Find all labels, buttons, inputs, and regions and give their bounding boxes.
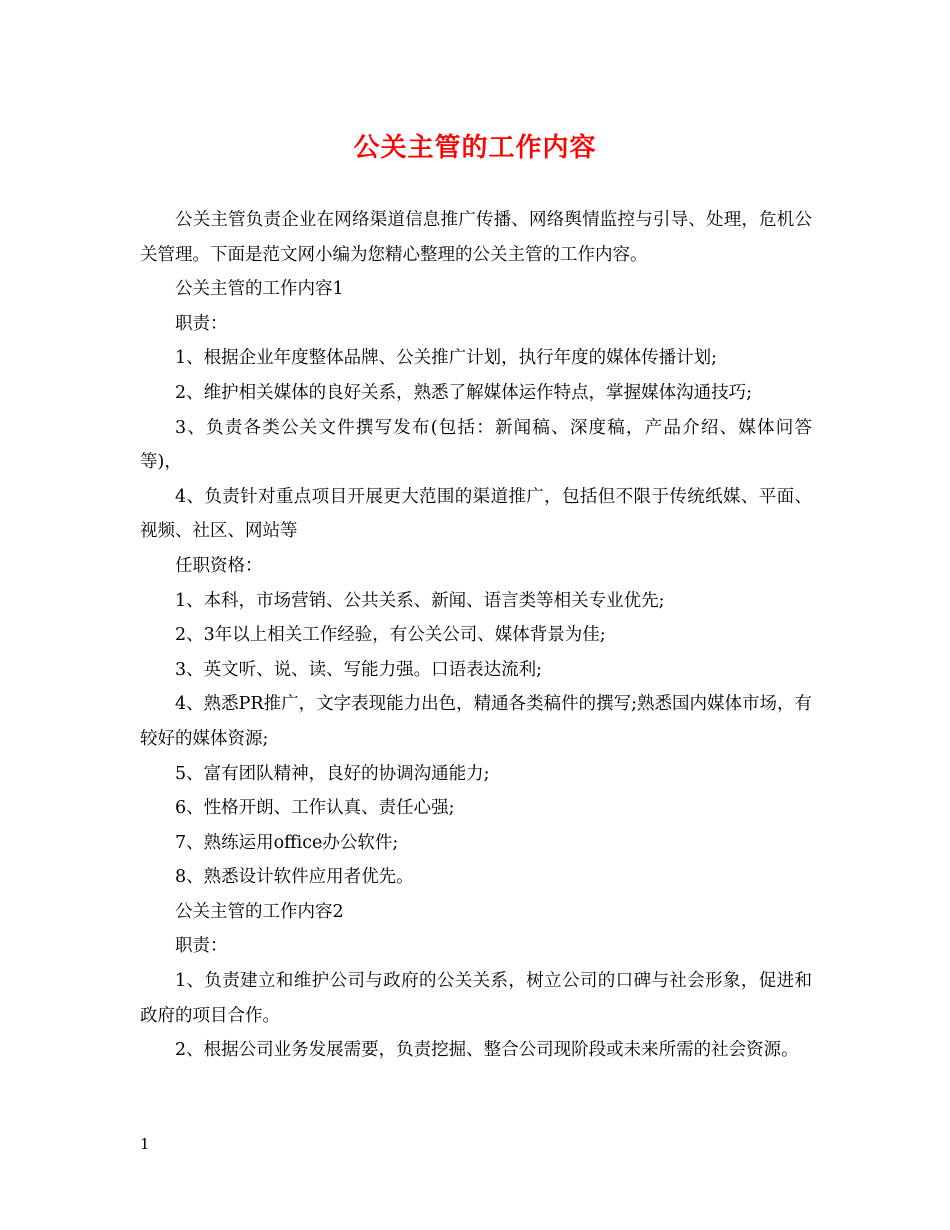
duty-item-1-2: 2、维护相关媒体的良好关系，熟悉了解媒体运作特点，掌握媒体沟通技巧; (175, 382, 753, 403)
duty-item-2-2: 2、根据公司业务发展需要，负责挖掘、整合公司现阶段或未来所需的社会资源。 (175, 1040, 799, 1061)
qualification-item-7: 7、熟练运用office办公软件; (175, 832, 399, 853)
qualification-item-6: 6、性格开朗、工作认真、责任心强; (175, 798, 455, 819)
duties-label-1: 职责： (175, 313, 228, 334)
duty-item-1-4: 4、负责针对重点项目开展更大范围的渠道推广，包括但不限于传统纸媒、平面、视频、社区、网站等 (140, 486, 812, 542)
page-number: 1 (140, 1135, 150, 1153)
duty-item-2-1: 1、负责建立和维护公司与政府的公关关系，树立公司的口碑与社会形象，促进和政府的项目合作。 (140, 971, 812, 1026)
qualification-item-2: 2、3年以上相关工作经验，有公关公司、媒体背景为佳; (175, 625, 606, 646)
qualification-item-8: 8、熟悉设计软件应用者优先。 (175, 867, 414, 888)
duty-item-1-3: 3、负责各类公关文件撰写发布(包括：新闻稿、深度稿，产品介绍、媒体问答等)， (140, 417, 812, 473)
duty-item-1-1: 1、根据企业年度整体品牌、公关推广计划，执行年度的媒体传播计划; (175, 348, 718, 369)
duties-label-2: 职责： (175, 936, 228, 957)
qualification-item-3: 3、英文听、说、读、写能力强。口语表达流利; (175, 659, 543, 680)
section-heading-1: 公关主管的工作内容1 (175, 279, 344, 300)
document-body (140, 203, 812, 1068)
qualification-item-5: 5、富有团队精神，良好的协调沟通能力; (175, 763, 490, 784)
qualification-item-4: 4、熟悉PR推广，文字表现能力出色，精通各类稿件的撰写;熟悉国内媒体市场，有较好的媒体资源; (140, 694, 812, 749)
qualification-item-1: 1、本科，市场营销、公共关系、新闻、语言类等相关专业优先; (175, 590, 665, 611)
qualifications-label: 任职资格： (175, 555, 263, 576)
paragraph-intro: 公关主管负责企业在网络渠道信息推广传播、网络舆情监控与引导、处理，危机公关管理。下面是范文网小编为您精心整理的公关主管的工作内容。 (140, 210, 812, 265)
document-title: 公关主管的工作内容 (353, 133, 597, 163)
section-heading-2: 公关主管的工作内容2 (175, 901, 344, 922)
